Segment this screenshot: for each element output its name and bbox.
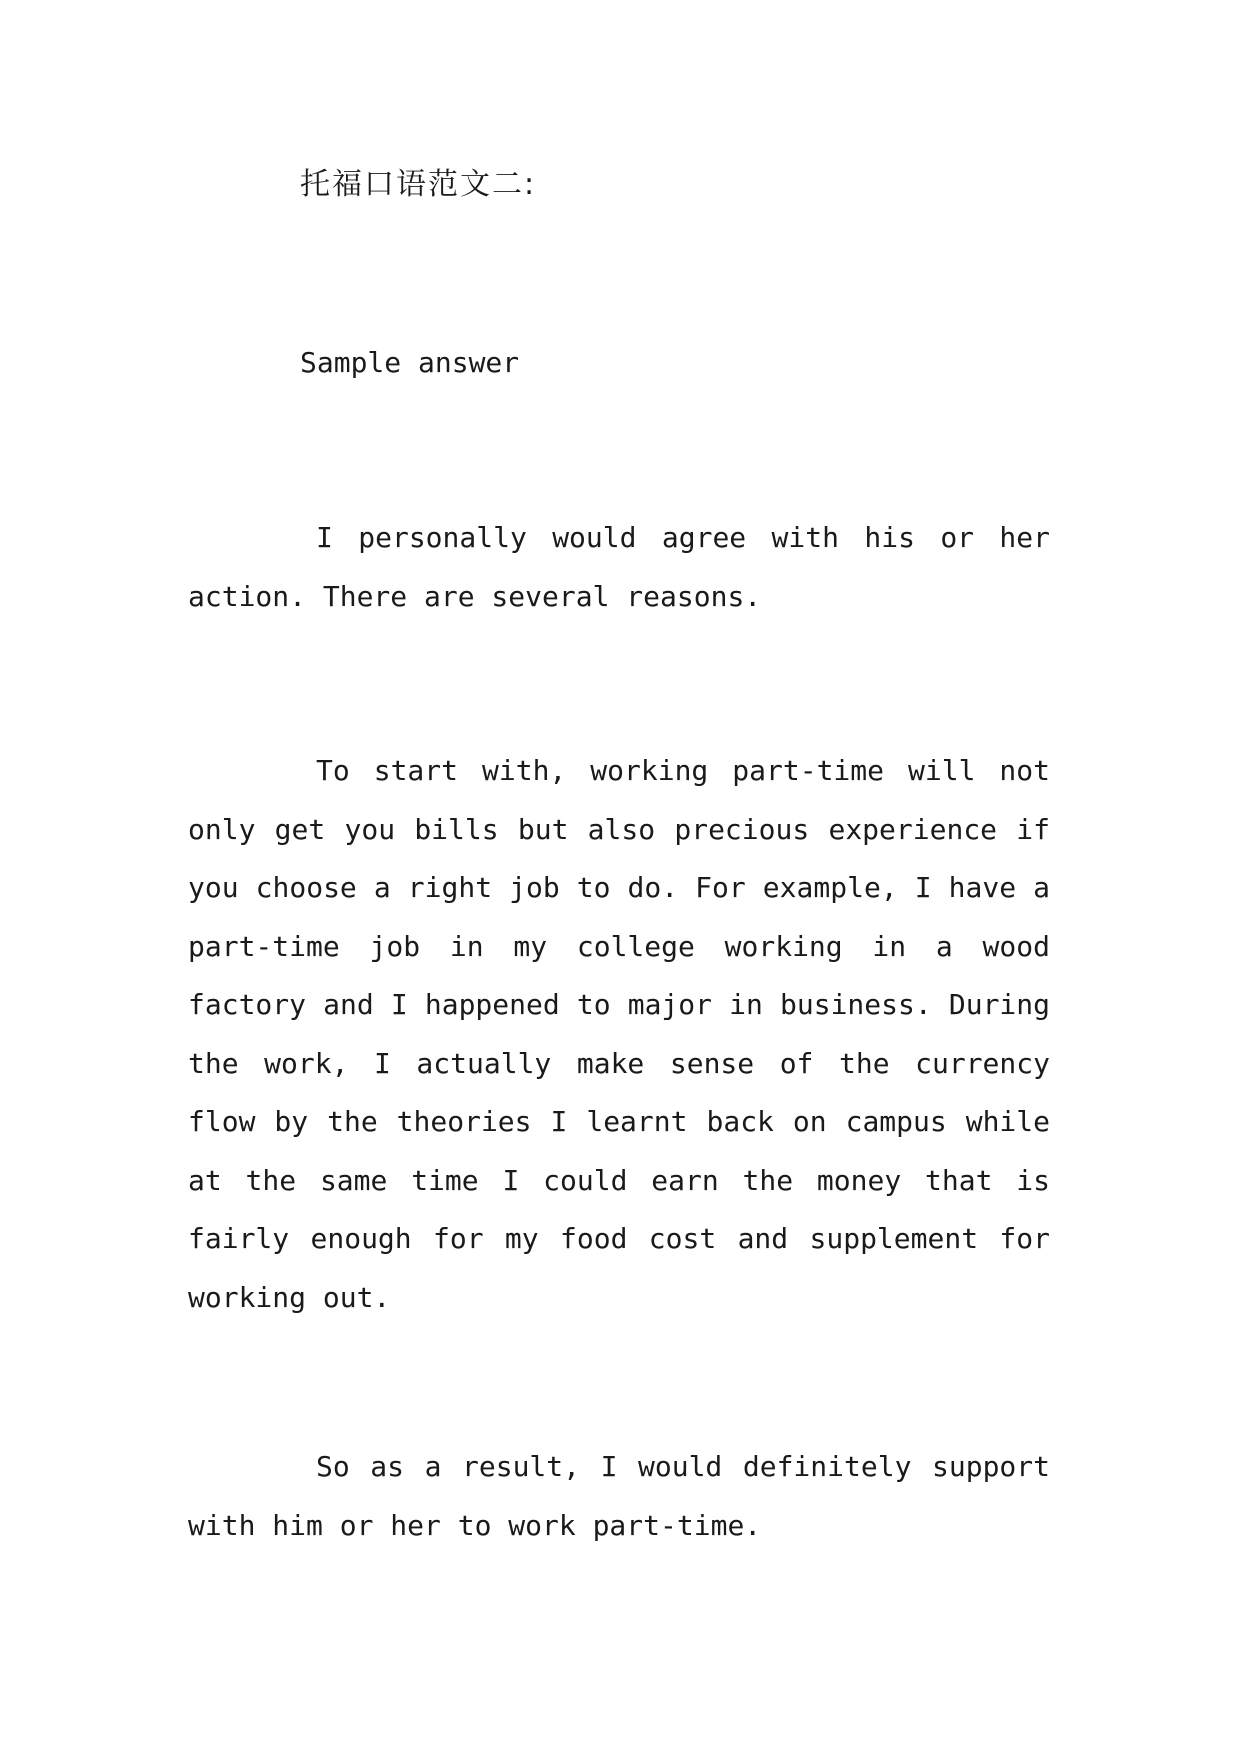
document-title: 托福口语范文二: [300, 167, 537, 202]
document-subtitle: Sample answer [300, 346, 520, 379]
paragraph-intro: I personally would agree with his or her action. There are several reasons. [188, 521, 1050, 613]
paragraph-conclusion: So as a result, I would definitely support with him or her to work part-time. [188, 1450, 1050, 1542]
paragraph-reason: To start with, working part-time will not only get you bills but also precious experience if you choose a right job to do. For example, I have a part-time job in my college working in a wood factory and I happened to major in business. During the work, I actually make sense of the currency flow by the theories I learnt back on campus while at the same time I could earn the money that is fairly enough for my food cost and supplement for working out. [188, 754, 1050, 1314]
